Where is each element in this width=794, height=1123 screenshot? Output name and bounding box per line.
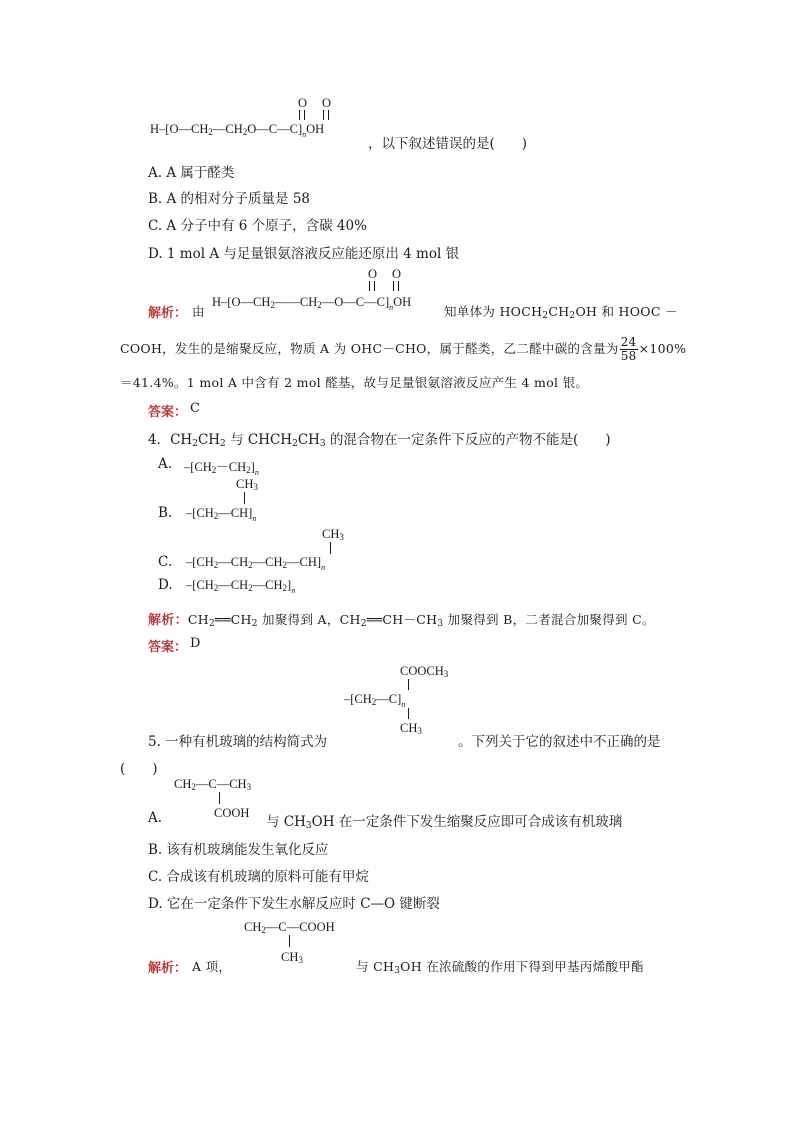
q5-stem-start: 5. 一种有机玻璃的结构简式为 xyxy=(148,734,328,750)
q4-option-c-methyl: $CH_3$ xyxy=(322,527,344,542)
q4-option-b-label: B. xyxy=(158,505,173,521)
q5-solution-text: 与 $CH_3OH$ 在浓硫酸的作用下得到甲基丙烯酸甲酯 xyxy=(356,959,644,976)
q4-option-b-methyl: $CH_3$ xyxy=(236,477,258,492)
q3-option-b: B. A 的相对分子质量是 58 xyxy=(148,191,311,207)
q3-option-a: A. A 属于醛类 xyxy=(148,165,235,181)
q3-stem: ，以下叙述错误的是( ) xyxy=(368,136,528,152)
q4-solution: 解析：$CH_2══CH_2$ 加聚得到 A，$CH_2══CH-CH_3$ 加聚得到 B，二者混合加聚得到 C。 xyxy=(148,612,655,629)
q3-solution-text: 由 xyxy=(192,304,205,319)
q3-solution-label: 解析： xyxy=(148,306,188,321)
carbon-fraction: $\frac{24}{58}$ xyxy=(620,335,637,363)
q4-option-a-structure: $-[CH_2-CH_2]_n$ xyxy=(184,460,259,477)
q3-option-c: C. A 分子中有 6 个原子，含碳 40% xyxy=(148,218,367,234)
q5-option-c: C. 合成该有机玻璃的原料可能有甲烷 xyxy=(148,869,369,885)
q3-answer-label: 答案： xyxy=(148,405,188,420)
q5-stem-paren: ( ) xyxy=(120,761,158,777)
q5-option-d: D. 它在一定条件下发生水解反应时 C—O 键断裂 xyxy=(148,896,440,912)
q5-option-a-label: A. xyxy=(148,810,163,826)
q5-pmma-structure: $COOCH_3$ $-[CH_2—C]_n$ $CH_3$ xyxy=(344,664,449,736)
q3-option-d: D. 1 mol A 与足量银氨溶液反应能还原出 4 mol 银 xyxy=(148,246,460,262)
q5-option-a-acid: $CH_2—C—CH_3$ COOH xyxy=(174,777,252,820)
q4-option-c-label: C. xyxy=(158,554,173,570)
carbonyl-o-2: O xyxy=(322,96,332,110)
q4-option-d-structure: $-[CH_2—CH_2—CH_2]_n$ xyxy=(186,578,296,595)
q4-stem: 4．$CH_2CH_2$ 与 $CHCH_2CH_3$ 的混合物在一定条件下反应的产物不能是( ) xyxy=(148,432,611,449)
q4-option-a-label: A. xyxy=(158,456,173,472)
q4-option-c-structure: $-[CH_2—CH_2—CH_2—CH]_n$ xyxy=(186,555,326,572)
carbonyl-o-1: O xyxy=(298,96,308,110)
q5-solution-a: A 项， xyxy=(192,959,232,974)
q3-solution-polymer: O O $H-[O—CH_2——CH_2—O—C—C]_nOH$ xyxy=(212,267,412,312)
q5-option-b: B. 该有机玻璃能发生氧化反应 xyxy=(148,842,329,858)
q5-solution-label: 解析： xyxy=(148,961,188,976)
q4-answer: D xyxy=(190,636,201,651)
q5-stem-end: 。下列关于它的叙述中不正确的是 xyxy=(458,734,661,750)
q3-solution-monomer: 知单体为 $HOCH_2CH_2OH$ 和 HOOC － xyxy=(444,304,678,321)
q3-solution-line3: ＝41.4%。1 mol A 中含有 2 mol 醛基，故与足量银氨溶液反应产生 4 mol 银。 xyxy=(120,375,589,390)
q5-solution-acid: $CH_2—C—COOH$ $CH_3$ xyxy=(244,920,335,965)
q4-option-d-label: D. xyxy=(158,577,173,593)
q4-answer-label: 答案： xyxy=(148,640,188,655)
q4-solution-label: 解析： xyxy=(148,613,188,628)
q3-answer: C xyxy=(190,401,200,416)
q5-option-a-text: 与 $CH_3OH$ 在一定条件下发生缩聚反应即可合成该有机玻璃 xyxy=(266,814,623,831)
q3-solution-line2: COOH，发生的是缩聚反应，物质 A 为 OHC－CHO，属于醛类，乙二醛中碳的含量为 $\frac{24}{58}$ ×100% xyxy=(120,335,687,363)
q3-polymer-structure: O O $H-[O—CH_2—CH_2O—C—C]_nOH$ xyxy=(150,96,332,139)
q4-option-b-structure: $-[CH_2—CH]_n$ xyxy=(186,506,257,523)
